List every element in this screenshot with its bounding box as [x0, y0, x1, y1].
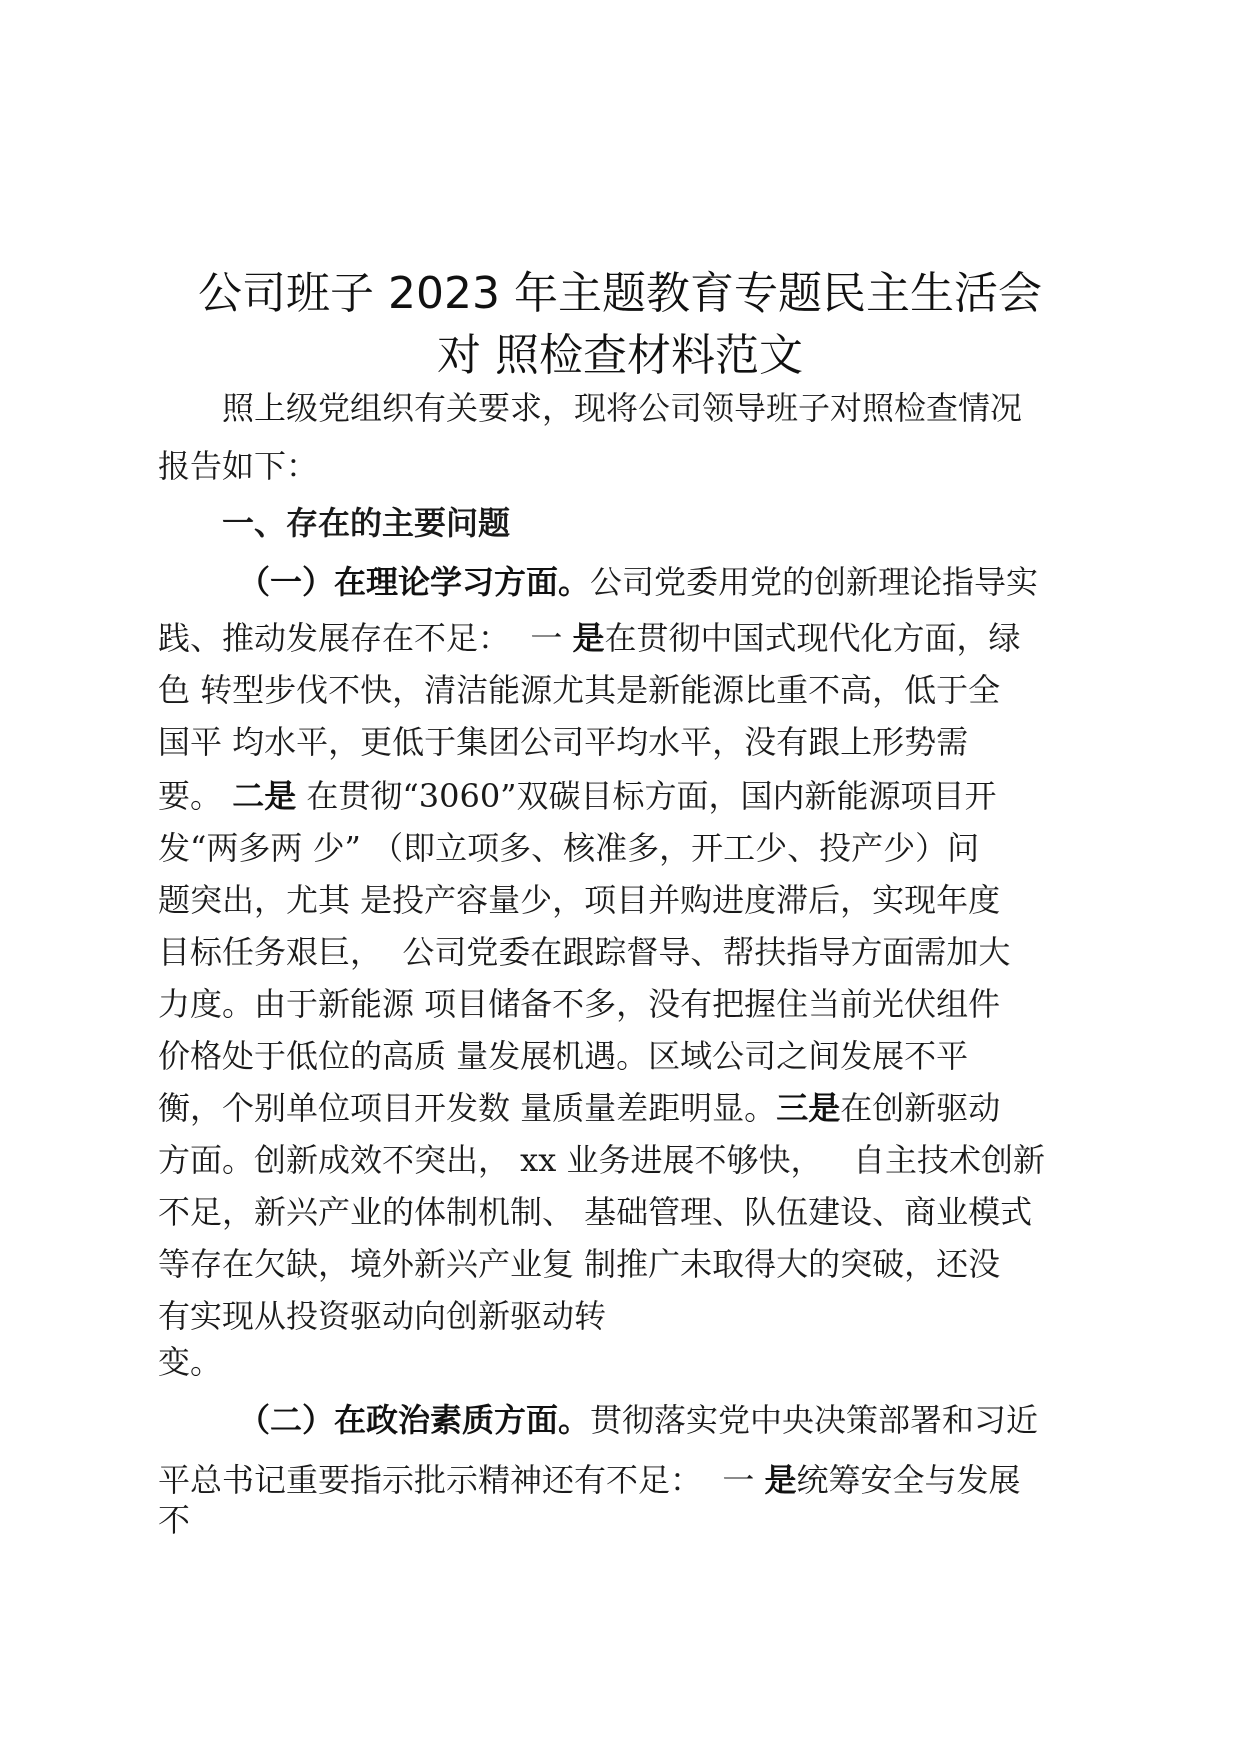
- subsection-1-line-6: 发“两多两 少” （即立项多、核准多，开工少、投产少）问: [158, 829, 980, 867]
- subsection-1-line-15: 有实现从投资驱动向创新驱动转: [158, 1297, 607, 1335]
- emphasis-text: 三是: [776, 1089, 841, 1127]
- document-title-line-1: 公司班子 2023 年主题教育专题民主生活会: [198, 268, 1042, 319]
- subsection-1-line-13: 不足，新兴产业的体制机制、 基础管理、队伍建设、商业模式: [158, 1193, 1033, 1231]
- emphasis-text: 二是: [232, 777, 297, 815]
- subsection-1-line-3: 色 转型步伐不快，清洁能源尤其是新能源比重不高，低于全: [158, 671, 1001, 709]
- document-title-line-2: 对 照检查材料范文: [437, 330, 803, 381]
- subsection-1-line-9: 力度。由于新能源 项目储备不多，没有把握住当前光伏组件: [158, 985, 1001, 1023]
- section-1-heading: 一、存在的主要问题: [222, 504, 511, 542]
- subsection-1-line-10: 价格处于低位的高质 量发展机遇。区域公司之间发展不平: [158, 1037, 969, 1075]
- subsection-1-line-1-text: 公司党委用党的创新理论指导实: [590, 563, 1039, 601]
- subsection-1-line-11: [158, 1088, 1000, 1128]
- line-text: 践、推动发展存在不足： 一: [158, 619, 573, 657]
- subsection-1-line-4: 国平 均水平，更低于集团公司平均水平，没有跟上形势需: [158, 723, 969, 761]
- intro-paragraph-line-1: 照上级党组织有关要求，现将公司领导班子对照检查情况: [222, 389, 1023, 427]
- emphasis-text: 是: [764, 1461, 797, 1499]
- subsection-2-line-1-text: 贯彻落实党中央决策部署和习近: [590, 1401, 1039, 1439]
- subsection-2-line-3: 不: [158, 1501, 191, 1539]
- subsection-2-line-2: [158, 1460, 1021, 1500]
- subsection-2-heading: （二）在政治素质方面。: [238, 1401, 591, 1439]
- subsection-1-line-14: 等存在欠缺，境外新兴产业复 制推广未取得大的突破，还没: [158, 1245, 1001, 1283]
- subsection-1-line-16: 变。: [158, 1343, 223, 1381]
- line-text: 衡，个别单位项目开发数 量质量差距明显。: [158, 1089, 777, 1127]
- line-text: 在创新驱动: [840, 1089, 1001, 1127]
- line-text: 要。: [158, 777, 233, 815]
- subsection-2-line-1: [238, 1400, 1038, 1440]
- line-text: 平总书记重要指示批示精神还有不足： 一: [158, 1461, 765, 1499]
- intro-paragraph-line-2: 报告如下：: [158, 447, 319, 485]
- emphasis-text: 是: [572, 619, 605, 657]
- line-text: 在贯彻“3060”双碳目标方面，国内新能源项目开: [296, 777, 997, 815]
- subsection-1-heading: （一）在理论学习方面。: [238, 563, 591, 601]
- subsection-1-line-2: [158, 618, 1021, 658]
- subsection-1-line-7: 题突出，尤其 是投产容量少，项目并购进度滞后，实现年度: [158, 881, 1001, 919]
- subsection-1-line-8: 目标任务艰巨， 公司党委在跟踪督导、帮扶指导方面需加大: [158, 933, 1011, 971]
- line-text: 统筹安全与发展: [796, 1461, 1021, 1499]
- line-text: 在贯彻中国式现代化方面，绿: [604, 619, 1021, 657]
- subsection-1-line-5: [158, 776, 997, 816]
- subsection-1-line-1: [238, 562, 1038, 602]
- subsection-1-line-12: 方面。创新成效不突出， xx 业务进展不够快， 自主技术创新: [158, 1141, 1045, 1179]
